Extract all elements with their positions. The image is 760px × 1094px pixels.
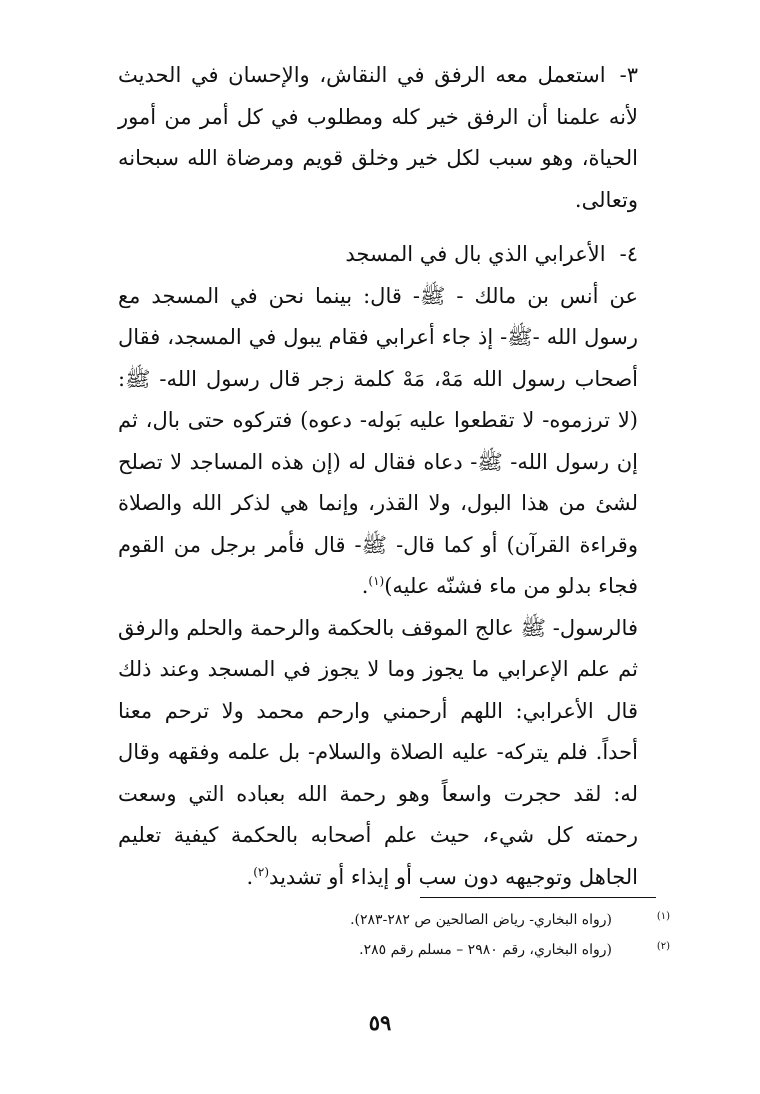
footnote-divider xyxy=(420,897,656,898)
hadith-text: عن أنس بن مالك - ﷺ- قال: بينما نحن في المسجد مع رسول الله -ﷺ- إذ جاء أعرابي فقام يبول في المسجد، فقال أصحاب رسول الله مَهْ، مَهْ كلمة زجر قال رسول الله- ﷺ: (لا ترزموه- لا تقطعوا عليه بَوله- دعوه) فتركوه حتى بال، ثم إن رسول الله- ﷺ- دعاه فقال له (إن هذه المساجد لا تصلح لشئ من هذا البول، ولا القذر، وإنما هي لذكر الله والصلاة وقراءة القرآن) أو كما قال- ﷺ- قال فأمر برجل من القوم فجاء بدلو من ماء فشنّه عليه) xyxy=(118,283,638,598)
item-3-paragraph xyxy=(118,55,638,221)
page-number: ٥٩ xyxy=(368,1010,392,1035)
commentary-paragraph xyxy=(118,608,638,899)
item-4-block xyxy=(118,234,638,898)
item-4-number: ٤- xyxy=(619,242,638,266)
hadith-paragraph xyxy=(118,276,638,608)
commentary-text: فالرسول- ﷺ عالج الموقف بالحكمة والرحمة والحلم والرفق ثم علم الإعرابي ما يجوز وما لا يجوز في المسجد وعند ذلك قال الأعرابي: اللهم أرحمني وارحم محمد ولا ترحم معنا أحداً. فلم يتركه- عليه الصلاة والسلام- بل علمه وفقهه وقال له: لقد حجرت واسعاً وهو رحمة الله بعباده التي وسعت رحمته كل شيء، حيث علم أصحابه بالحكمة كيفية تعليم الجاهل وتوجيهه دون سب أو إيذاء أو تشديد xyxy=(118,615,638,889)
footnote-1-text: (رواه البخاري- رياض الصالحين ص ٢٨٢-٢٨٣). xyxy=(350,912,612,928)
item-3-block xyxy=(118,55,638,221)
footnotes-section xyxy=(118,906,670,966)
footnote-2-text: (رواه البخاري، رقم ٢٩٨٠ – مسلم رقم ٢٨٥. xyxy=(359,942,612,958)
footnote-1-number: (١) xyxy=(656,911,670,922)
footnote-ref-1: (١) xyxy=(368,574,385,588)
commentary-end: . xyxy=(246,864,254,889)
footnote-1 xyxy=(118,906,670,936)
item-4-heading: الأعرابي الذي بال في المسجد xyxy=(345,242,606,266)
footnote-2 xyxy=(118,936,670,966)
hadith-end: . xyxy=(361,574,369,598)
item-3-number: ٣- xyxy=(619,63,638,87)
footnote-2-number: (٢) xyxy=(656,941,670,952)
footnote-ref-2: (٢) xyxy=(253,864,270,879)
item-3-text: استعمل معه الرفق في النقاش، والإحسان في الحديث لأنه علمنا أن الرفق خير كله ومطلوب في كل أمر من أمور الحياة، وهو سبب لكل خير وخلق قويم ومرضاة الله سبحانه وتعالى. xyxy=(118,63,638,212)
item-4-heading-line xyxy=(118,234,638,276)
